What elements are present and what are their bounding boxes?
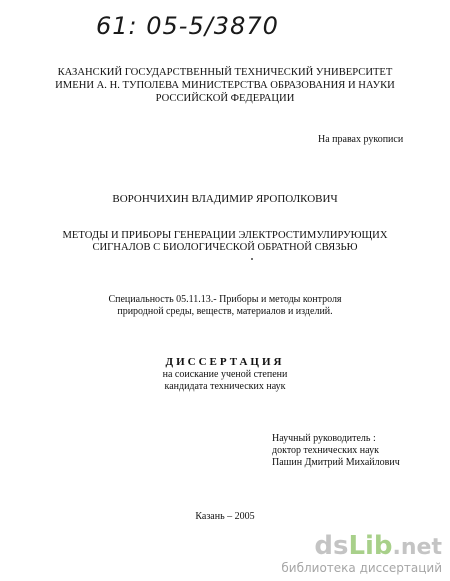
author-name: ВОРОНЧИХИН ВЛАДИМИР ЯРОПОЛКОВИЧ bbox=[112, 193, 338, 205]
supervisor-block bbox=[272, 433, 400, 469]
watermark-subtitle: библиотека диссертаций bbox=[281, 561, 442, 575]
logo-lib: Lib bbox=[348, 531, 393, 561]
supervisor-label: Научный руководитель : bbox=[272, 433, 376, 444]
logo-ds: ds bbox=[314, 531, 349, 561]
city-year: Казань – 2005 bbox=[195, 511, 255, 522]
institution-header bbox=[0, 66, 450, 105]
degree-line-2: кандидата технических наук bbox=[164, 381, 286, 392]
dslib-watermark bbox=[281, 533, 442, 575]
thesis-title-line-2: СИГНАЛОВ С БИОЛОГИЧЕСКОЙ ОБРАТНОЙ СВЯЗЬЮ bbox=[92, 242, 358, 253]
supervisor-degree: доктор технических наук bbox=[272, 445, 379, 456]
institution-line-3: РОССИЙСКОЙ ФЕДЕРАЦИИ bbox=[155, 93, 295, 104]
handwritten-catalog-number: 61: 05-5/3870 bbox=[96, 12, 279, 40]
manuscript-rights-note: На правах рукописи bbox=[318, 134, 404, 145]
specialty-line-1: Специальность 05.11.13.- Приборы и методы контроля bbox=[108, 294, 342, 305]
institution-line-2: ИМЕНИ А. Н. ТУПОЛЕВА МИНИСТЕРСТВА ОБРАЗОВАНИЯ И НАУКИ bbox=[55, 80, 395, 91]
supervisor-name: Пашин Дмитрий Михайлович bbox=[272, 457, 400, 468]
logo-net: .net bbox=[392, 535, 442, 560]
institution-line-1: КАЗАНСКИЙ ГОСУДАРСТВЕННЫЙ ТЕХНИЧЕСКИЙ УНИВЕРСИТЕТ bbox=[57, 67, 393, 78]
specialty-line-2: природной среды, веществ, материалов и изделий. bbox=[117, 306, 333, 317]
dslib-logo bbox=[281, 533, 442, 561]
thesis-title bbox=[0, 230, 450, 254]
dissertation-block bbox=[0, 355, 450, 393]
specialty-block bbox=[0, 294, 450, 318]
dissertation-heading: ДИССЕРТАЦИЯ bbox=[165, 356, 285, 368]
thesis-title-line-1: МЕТОДЫ И ПРИБОРЫ ГЕНЕРАЦИИ ЭЛЕКТРОСТИМУЛИРУЮЩИХ bbox=[62, 230, 388, 241]
stray-dot bbox=[251, 258, 253, 260]
degree-line-1: на соискание ученой степени bbox=[162, 369, 288, 380]
